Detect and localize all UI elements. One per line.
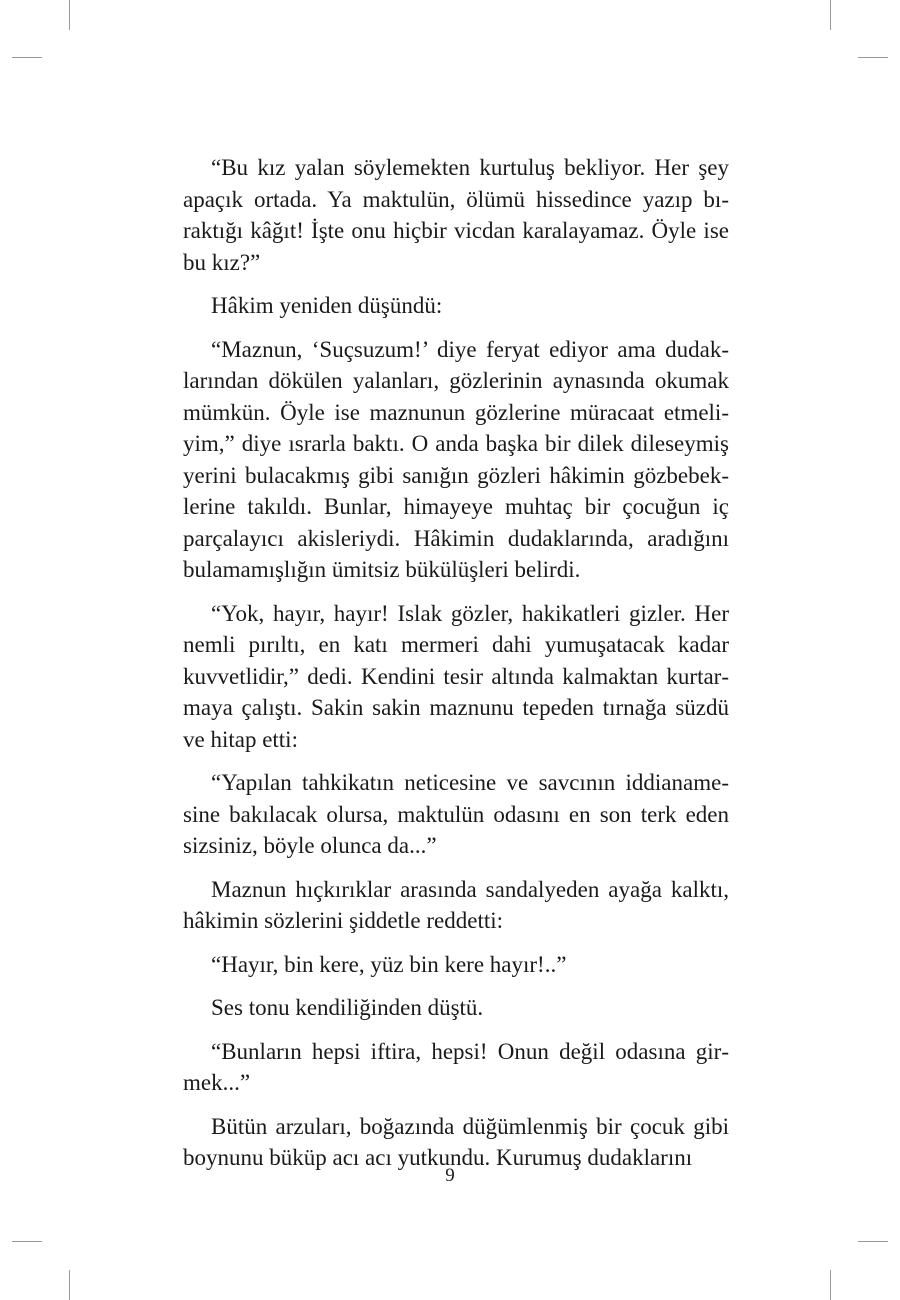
paragraph: “Hayır, bin kere, yüz bin kere hayır!..”: [211, 951, 567, 977]
paragraph: Bütün arzuları, boğazında düğümlenmiş bir çocuk gibi boynunu büküp acı acı yutkundu. Kurumuş dudaklarını: [183, 1113, 729, 1170]
crop-mark: [12, 1241, 42, 1242]
crop-mark: [858, 57, 888, 58]
page-number: 9: [445, 1165, 455, 1186]
crop-mark: [12, 57, 42, 58]
paragraph: “Bunların hepsi iftira, hepsi! Onun değil odasına girmek...”: [183, 1038, 729, 1095]
crop-mark: [69, 1270, 70, 1300]
paragraph: Maznun hıçkırıklar arasında sandalyeden ayağa kalktı, hâkimin sözlerini şiddetle reddetti:: [183, 876, 729, 933]
paragraph: Hâkim yeniden düşündü:: [211, 293, 443, 318]
crop-mark: [830, 1270, 831, 1300]
body-text: [183, 152, 729, 1186]
paragraph: “Yapılan tahkikatın neticesine ve savcının iddianamesine bakılacak olursa, maktulün odasını en son terk eden sizsiniz, böyle olunca da...”: [183, 770, 729, 858]
crop-mark: [858, 1241, 888, 1242]
crop-mark: [830, 0, 831, 30]
crop-mark: [69, 0, 70, 30]
paragraph: “Yok, hayır, hayır! Islak gözler, hakikatleri gizler. Her nemli pırıltı, en katı mermeri dahi yumuşatacak kadar kuvvetlidir,” dedi. Kendini tesir altında kalmaktan kurtarmaya çalıştı. Sakin sakin maznunu tepeden tırnağa süzdü ve hitap etti:: [183, 600, 729, 752]
paragraph: “Bu kız yalan söylemekten kurtuluş bekliyor. Her şey apaçık ortada. Ya maktulün, ölümü hissedince yazıp bıraktığı kâğıt! İşte onu hiçbir vicdan karalayamaz. Öyle ise bu kız?”: [183, 155, 729, 275]
paragraph: Ses tonu kendiliğinden düştü.: [211, 995, 484, 1020]
paragraph: “Maznun, ‘Suçsuzum!’ diye feryat ediyor ama dudaklarından dökülen yalanları, gözlerinin aynasında okumak mümkün. Öyle ise maznunun gözlerine müracaat etmeliyim,” diye ısrarla baktı. O anda başka bir dilek dileseymiş yerini bulacakmış gibi sanığın gözleri hâkimin gözbebeklerine takıldı. Bunlar, himayeye muhtaç bir çocuğun iç parçalayıcı akisleriydi. Hâkimin dudaklarında, aradığını bulamamışlığın ümitsiz bükülüşleri belirdi.: [183, 336, 729, 582]
